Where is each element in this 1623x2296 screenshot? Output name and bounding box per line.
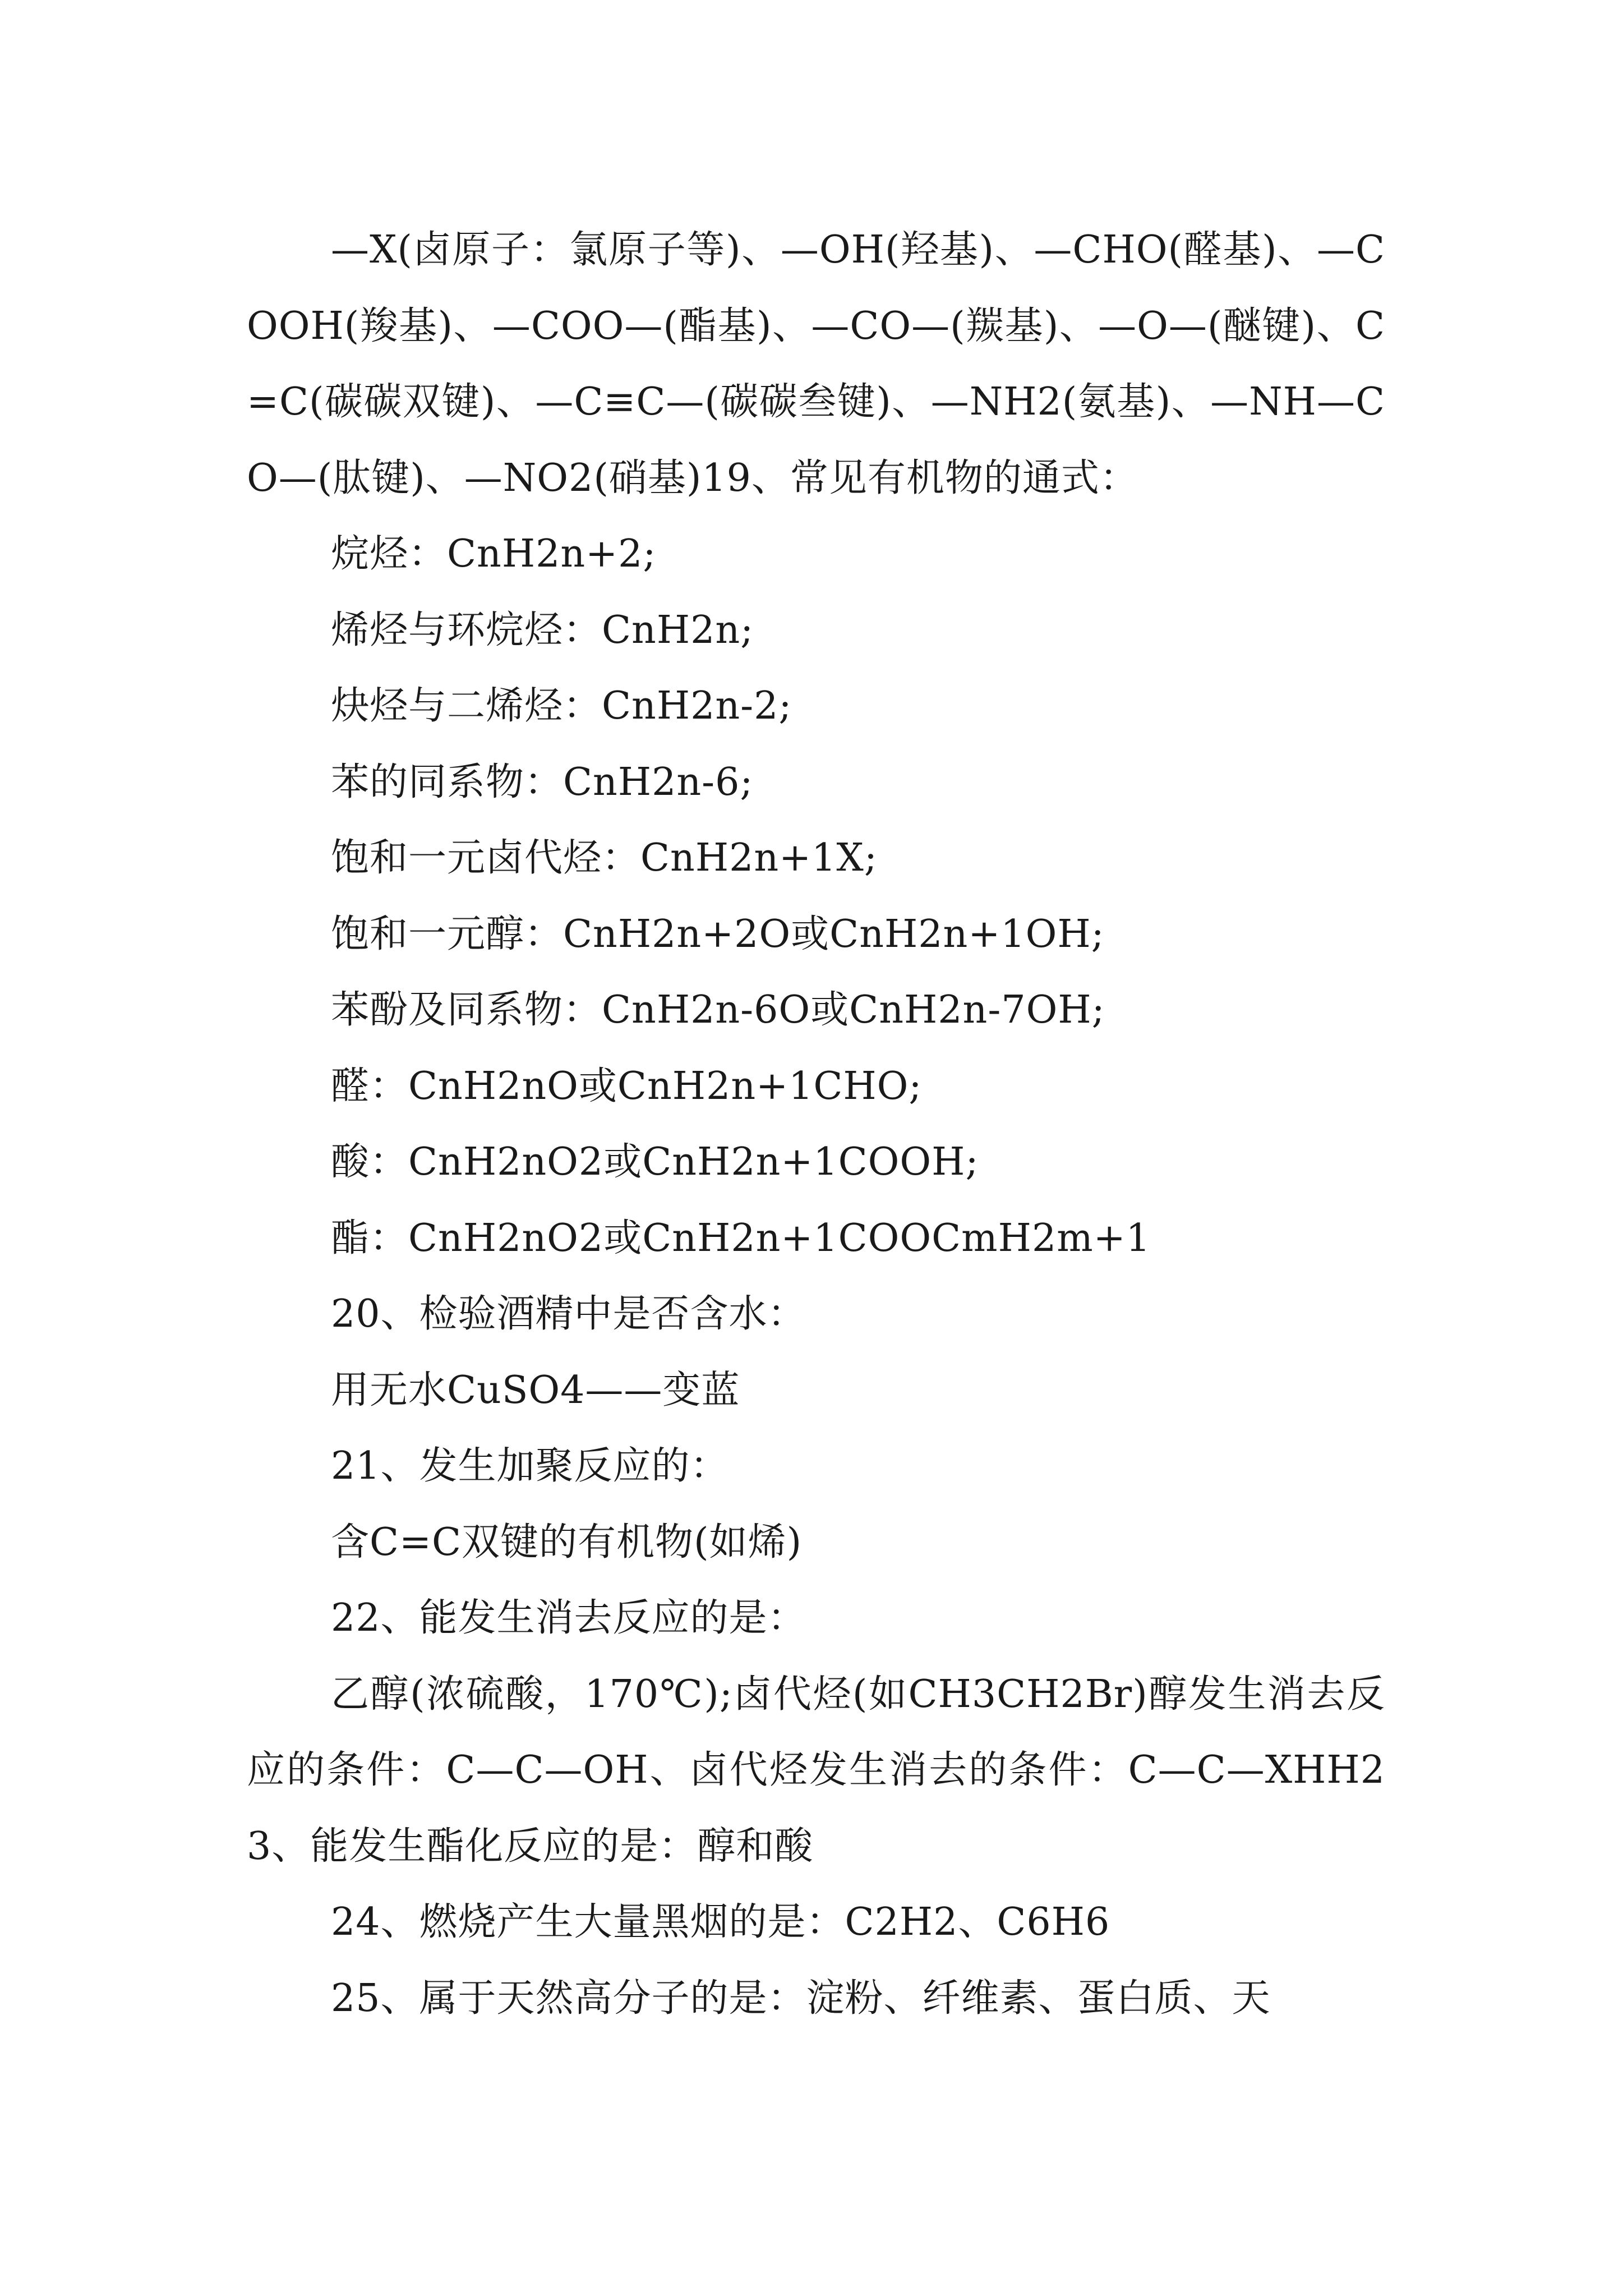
paragraph-alkene-formula: 烯烃与环烷烃：CnH2n; bbox=[331, 608, 754, 652]
paragraph-alkyne-formula: 炔烃与二烯烃：CnH2n-2; bbox=[331, 684, 792, 728]
paragraph-acid-formula: 酸：CnH2nO2或CnH2n+1COOH; bbox=[331, 1140, 979, 1184]
paragraph-aldehyde-formula: 醛：CnH2nO或CnH2n+1CHO; bbox=[331, 1064, 923, 1108]
paragraph-alkane-formula: 烷烃：CnH2n+2; bbox=[331, 532, 657, 576]
paragraph-item-24: 24、燃烧产生大量黑烟的是：C2H2、C6H6 bbox=[331, 1900, 1110, 1944]
document-body bbox=[247, 212, 1385, 2036]
paragraph-item-22-heading: 22、能发生消去反应的是： bbox=[331, 1596, 806, 1640]
paragraph-item-21-heading: 21、发生加聚反应的： bbox=[331, 1444, 729, 1488]
paragraph-benzene-homolog-formula: 苯的同系物：CnH2n-6; bbox=[331, 760, 754, 804]
paragraph-item-20-heading: 20、检验酒精中是否含水： bbox=[331, 1292, 806, 1336]
paragraph-item-25: 25、属于天然高分子的是：淀粉、纤维素、蛋白质、天 bbox=[331, 1976, 1271, 2021]
paragraph-haloalkane-formula: 饱和一元卤代烃：CnH2n+1X; bbox=[331, 836, 878, 880]
paragraph-item-20-answer: 用无水CuSO4——变蓝 bbox=[331, 1368, 740, 1412]
paragraph-functional-groups: —X(卤原子：氯原子等)、—OH(羟基)、—CHO(醛基)、—COOH(羧基)、—COO—(酯基)、—CO—(羰基)、—O—(醚键)、C=C(碳碳双键)、—C≡C—(碳碳叁键)、—NH2(氨基)、—NH—CO—(肽键)、—NO2(硝基)19、常见有机物的通式： bbox=[247, 228, 1385, 500]
paragraph-ester-formula: 酯：CnH2nO2或CnH2n+1COOCmH2m+1 bbox=[331, 1216, 1151, 1260]
paragraph-alcohol-formula: 饱和一元醇：CnH2n+2O或CnH2n+1OH; bbox=[331, 912, 1105, 956]
paragraph-phenol-formula: 苯酚及同系物：CnH2n-6O或CnH2n-7OH; bbox=[331, 988, 1105, 1032]
paragraph-item-22-answer: 乙醇(浓硫酸，170℃);卤代烃(如CH3CH2Br)醇发生消去反应的条件：C—C—OH、卤代烃发生消去的条件：C—C—XHH23、能发生酯化反应的是：醇和酸 bbox=[247, 1672, 1385, 1869]
paragraph-item-21-answer: 含C=C双键的有机物(如烯) bbox=[331, 1520, 803, 1565]
